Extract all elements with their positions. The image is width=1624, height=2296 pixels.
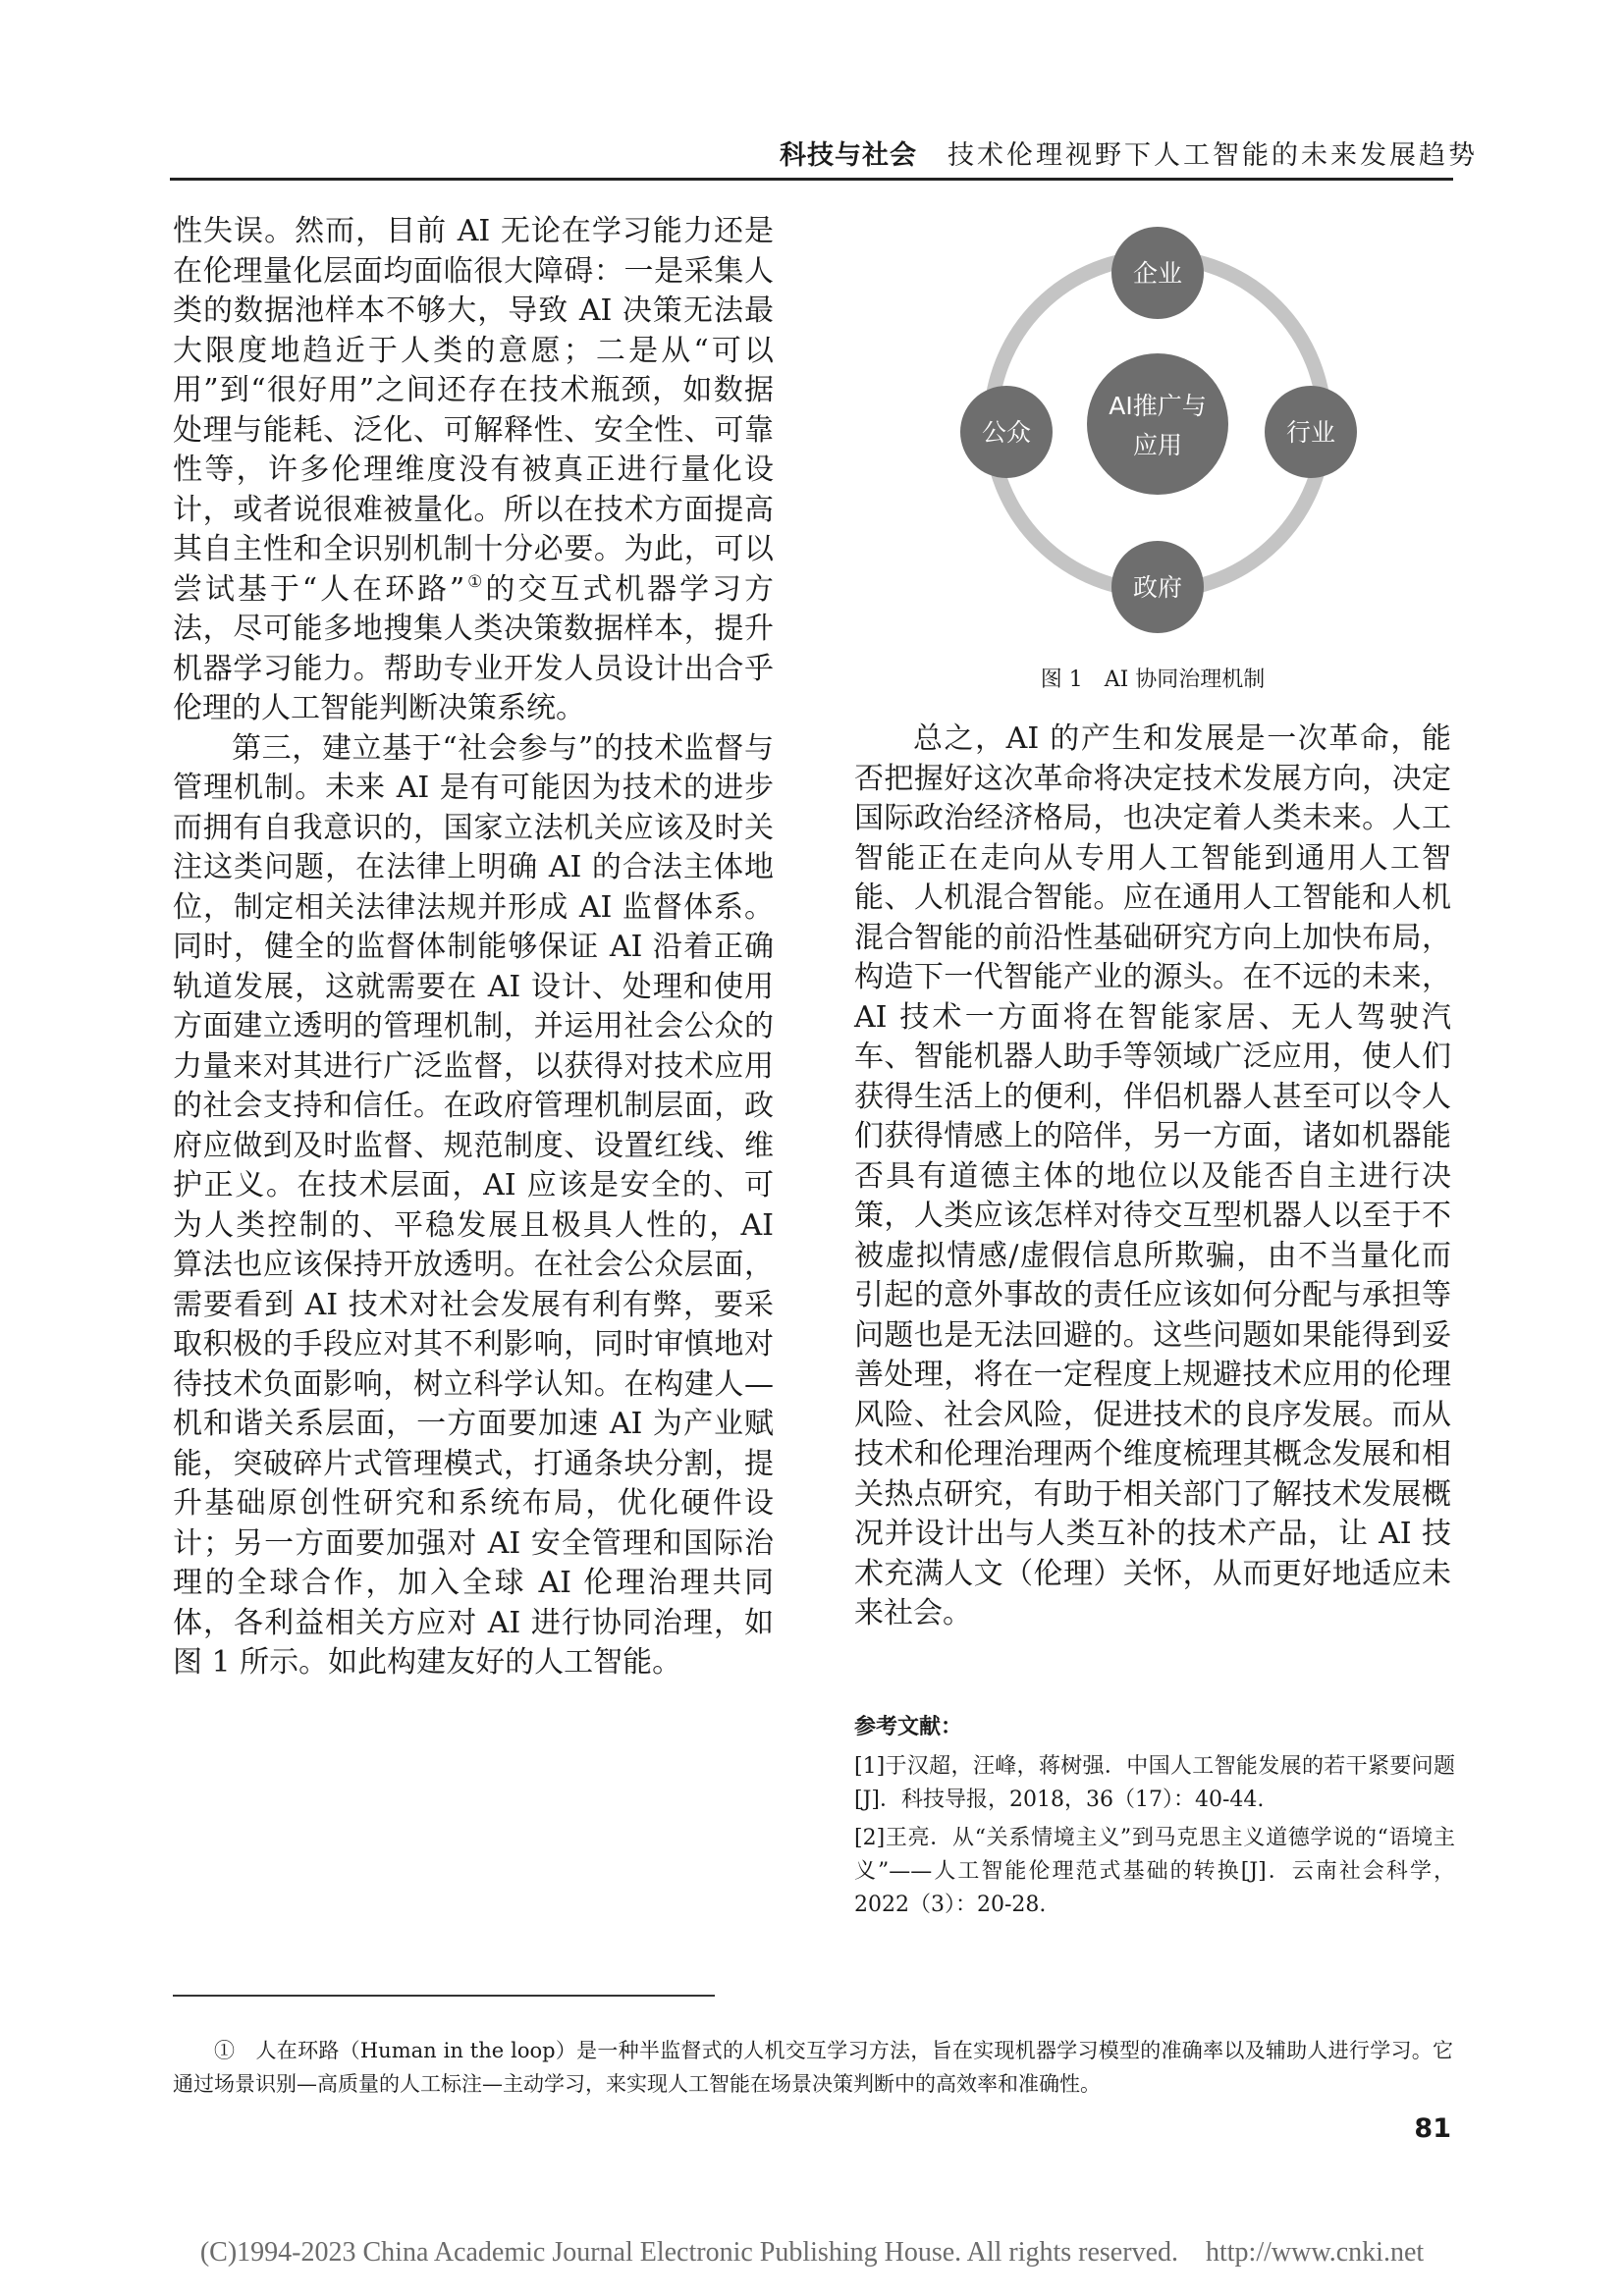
- figure-1-diagram: [938, 212, 1378, 636]
- running-title: 技术伦理视野下人工智能的未来发展趋势: [947, 140, 1478, 171]
- references-title: 参考文献：: [854, 1715, 963, 1739]
- node-label-left: 公众: [981, 418, 1032, 447]
- footnote-rule: [173, 1995, 715, 1997]
- paragraph: [173, 212, 774, 729]
- journal-section: 科技与社会: [780, 140, 917, 171]
- paragraph: 总之，AI 的产生和发展是一次革命，能否把握好这次革命将决定技术发展方向，决定国际政治经济格局，也决定着人类未来。人工智能正在走向从专用人工智能到通用人工智能、人机混合智能。应在通用人工智能和人机混合智能的前沿性基础研究方向上加快布局，构造下一代智能产业的源头。在不远的未来，AI 技术一方面将在智能家居、无人驾驶汽车、智能机器人助手等领域广泛应用，使人们获得生活上的便利，伴侣机器人甚至可以令人们获得情感上的陪伴，另一方面，诸如机器能否具有道德主体的地位以及能否自主进行决策，人类应该怎样对待交互型机器人以至于不被虚拟情感/虚假信息所欺骗，由不当量化而引起的意外事故的责任应该如何分配与承担等问题也是无法回避的。这些问题如果能得到妥善处理，将在一定程度上规避技术应用的伦理风险、社会风险，促进技术的良序发展。而从技术和伦理治理两个维度梳理其概念发展和相关热点研究，有助于相关部门了解技术发展概况并设计出与人类互补的技术产品，让 AI 技术充满人文（伦理）关怀，从而更好地适应未来社会。: [854, 721, 1451, 1630]
- left-column: [173, 212, 774, 1683]
- reference-item: [2]王亮．从“关系情境主义”到马克思主义道德学说的“语境主义”——人工智能伦理范式基础的转换[J]．云南社会科学，2022（3）：20-28.: [854, 1826, 1455, 1917]
- paragraph-text-continued: 的交互式机器学习方法，尽可能多地搜集人类决策数据样本，提升机器学习能力。帮助专业开发人员设计出合乎伦理的人工智能判断决策系统。: [173, 571, 774, 725]
- footnote-ref[interactable]: ①: [464, 571, 486, 592]
- node-label-center-line1: AI推广与: [1109, 392, 1207, 420]
- right-column: [854, 720, 1451, 1634]
- reference-item: [1]于汉超，汪峰，蒋树强．中国人工智能发展的若干紧要问题[J]．科技导报，2018，36（17）：40-44.: [854, 1754, 1455, 1812]
- node-label-right: 行业: [1285, 418, 1336, 447]
- figure-caption: 图 1 AI 协同治理机制: [1040, 667, 1266, 692]
- copyright-notice: (C)1994-2023 China Academic Journal Electronic Publishing House. All rights reserved. http://www.cnki.net: [199, 2237, 1425, 2268]
- references: [854, 1713, 1455, 1927]
- paragraph-text: 性失误。然而，目前 AI 无论在学习能力还是在伦理量化层面均面临很大障碍：一是采集人类的数据池样本不够大，导致 AI 决策无法最大限度地趋近于人类的意愿；二是从“可以用”到“很好用”之间还存在技术瓶颈，如数据处理与能耗、泛化、可解释性、安全性、可靠性等，许多伦理维度没有被真正进行量化设计，或者说很难被量化。所以在技术方面提高其自主性和全识别机制十分必要。为此，可以尝试基于“人在环路”: [173, 214, 774, 607]
- header-rule: [170, 178, 1453, 181]
- node-label-top: 企业: [1132, 259, 1183, 288]
- footnote: ① 人在环路（Human in the loop）是一种半监督式的人机交互学习方法，旨在实现机器学习模型的准确率以及辅助人进行学习。它通过场景识别—高质量的人工标注—主动学习，来实现人工智能在场景决策判断中的高效率和准确性。: [173, 2039, 1453, 2096]
- paragraph: 第三，建立基于“社会参与”的技术监督与管理机制。未来 AI 是有可能因为技术的进步而拥有自我意识的，国家立法机关应该及时关注这类问题，在法律上明确 AI 的合法主体地位，制定相关法律法规并形成 AI 监督体系。同时，健全的监督体制能够保证 AI 沿着正确轨道发展，这就需要在 AI 设计、处理和使用方面建立透明的管理机制，并运用社会公众的力量来对其进行广泛监督，以获得对技术应用的社会支持和信任。在政府管理机制层面，政府应做到及时监督、规范制度、设置红线、维护正义。在技术层面，AI 应该是安全的、可为人类控制的、平稳发展且极具人性的，AI 算法也应该保持开放透明。在社会公众层面，需要看到 AI 技术对社会发展有利有弊，要采取积极的手段应对其不利影响，同时审慎地对待技术负面影响，树立科学认知。在构建人—机和谐关系层面，一方面要加速 AI 为产业赋能，突破碎片式管理模式，打通条块分割，提升基础原创性研究和系统布局，优化硬件设计；另一方面要加强对 AI 安全管理和国际治理的全球合作，加入全球 AI 伦理治理共同体，各利益相关方应对 AI 进行协同治理，如图 1 所示。如此构建友好的人工智能。: [173, 730, 774, 1680]
- node-label-center-line2: 应用: [1132, 431, 1183, 459]
- node-label-bottom: 政府: [1132, 573, 1183, 602]
- node-circle-center: [1087, 353, 1228, 495]
- page-number: 81: [1414, 2113, 1451, 2144]
